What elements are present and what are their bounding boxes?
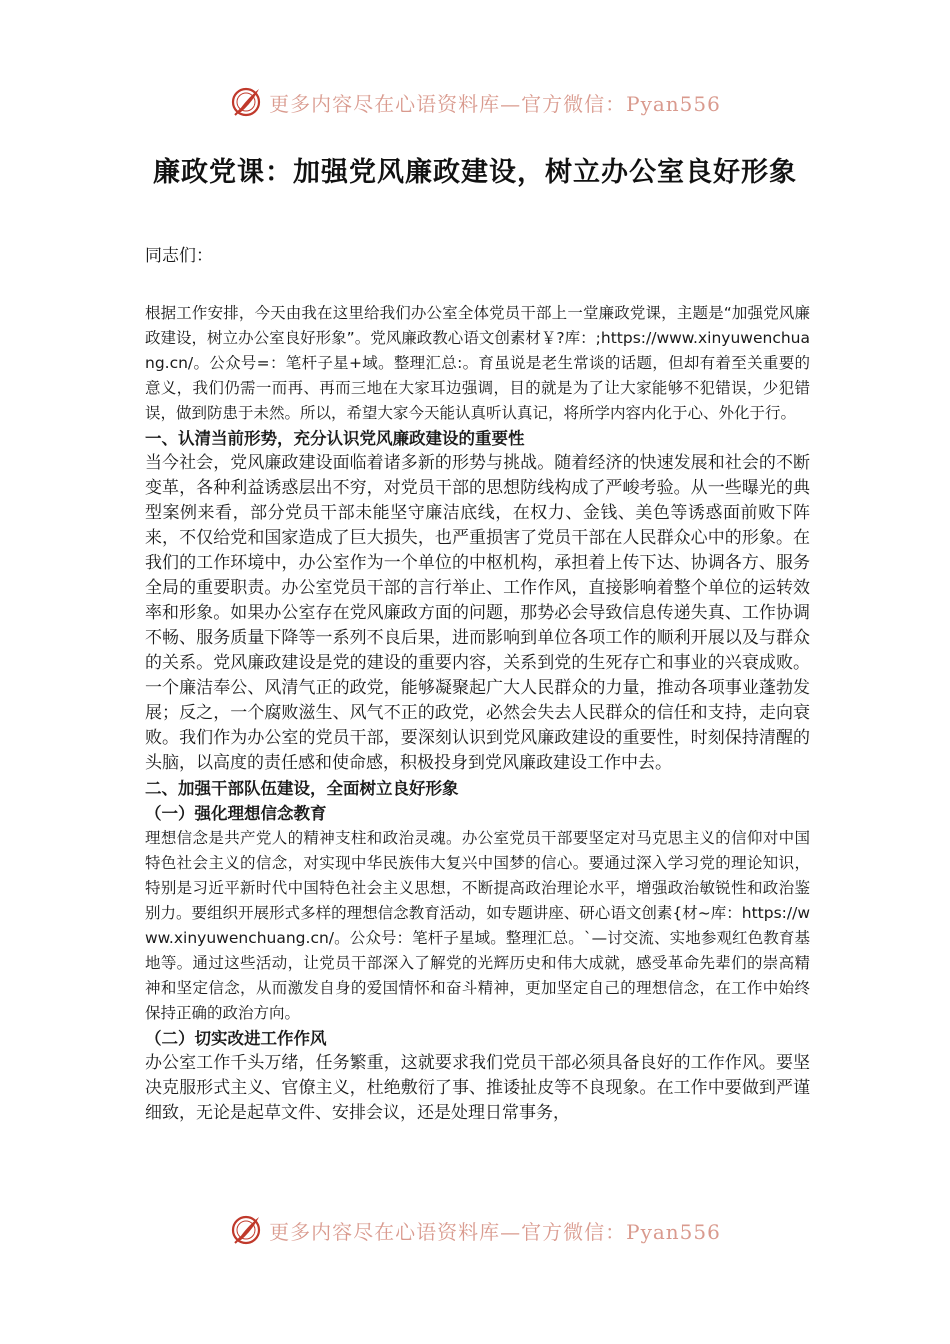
watermark-banner-bottom: [0, 1210, 950, 1250]
quill-circle-logo-icon: [229, 1213, 263, 1247]
subsection-2-heading: （二）切实改进工作作风: [145, 1029, 327, 1048]
subsection-1-paragraph: 理想信念是共产党人的精神支柱和政治灵魂。办公室党员干部要坚定对马克思主义的信仰对中国特色社会主义的信念，对实现中华民族伟大复兴中国梦的信心。要通过深入学习党的理论知识，特别是习近平新时代中国特色社会主义思想，不断提高政治理论水平，增强政治敏锐性和政治鉴别力。要组织开展形式多样的理想信念教育活动，如专题讲座、研心语文创素{材~库：https://www.xinyuwenchuang.cn/。公众号：笔杆子星域。整理汇总。`—讨交流、实地参观红色教育基地等。通过这些活动，让党员干部深入了解党的光辉历史和伟大成就，感受革命先辈们的崇高精神和坚定信念，从而激发自身的爱国情怀和奋斗精神，更加坚定自己的理想信念，在工作中始终保持正确的政治方向。: [145, 829, 810, 1022]
section-2-heading: 二、加强干部队伍建设，全面树立良好形象: [145, 779, 459, 798]
quill-circle-logo-icon: [229, 85, 263, 119]
document-body: [145, 244, 810, 1126]
salutation: 同志们：: [145, 246, 213, 266]
subsection-2-paragraph: 办公室工作千头万绪，任务繁重，这就要求我们党员干部必须具备良好的工作作风。要坚决克服形式主义、官僚主义，杜绝敷衍了事、推诿扯皮等不良现象。在工作中要做到严谨细致，无论是起草文件、安排会议，还是处理日常事务，: [145, 1053, 810, 1123]
watermark-banner-top: [0, 82, 950, 122]
section-1-paragraph: 当今社会，党风廉政建设面临着诸多新的形势与挑战。随着经济的快速发展和社会的不断变革，各种利益诱惑层出不穷，对党员干部的思想防线构成了严峻考验。从一些曝光的典型案例来看，部分党员干部未能坚守廉洁底线，在权力、金钱、美色等诱惑面前败下阵来，不仅给党和国家造成了巨大损失，也严重损害了党员干部在人民群众心中的形象。在我们的工作环境中，办公室作为一个单位的中枢机构，承担着上传下达、协调各方、服务全局的重要职责。办公室党员干部的言行举止、工作作风，直接影响着整个单位的运转效率和形象。如果办公室存在党风廉政方面的问题，那势必会导致信息传递失真、工作协调不畅、服务质量下降等一系列不良后果，进而影响到单位各项工作的顺利开展以及与群众的关系。党风廉政建设是党的建设的重要内容，关系到党的生死存亡和事业的兴衰成败。一个廉洁奉公、风清气正的政党，能够凝聚起广大人民群众的力量，推动各项事业蓬勃发展；反之，一个腐败滋生、风气不正的政党，必然会失去人民群众的信任和支持，走向衰败。我们作为办公室的党员干部，要深刻认识到党风廉政建设的重要性，时刻保持清醒的头脑，以高度的责任感和使命感，积极投身到党风廉政建设工作中去。: [145, 453, 810, 773]
section-1-heading: 一、认清当前形势，充分认识党风廉政建设的重要性: [145, 429, 525, 448]
subsection-1-heading: （一）强化理想信念教育: [145, 804, 327, 823]
watermark-text: 更多内容尽在心语资料库—官方微信：Pyan556: [269, 1219, 721, 1244]
watermark-text: 更多内容尽在心语资料库—官方微信：Pyan556: [269, 91, 721, 116]
document-title: 廉政党课：加强党风廉政建设，树立办公室良好形象: [153, 157, 797, 188]
intro-paragraph: 根据工作安排，今天由我在这里给我们办公室全体党员干部上一堂廉政党课，主题是“加强党风廉政建设，树立办公室良好形象”。党风廉政教心语文创素材￥?库：;https://www.xinyuwenchuang.cn/。公众号=：笔杆子星+域。整理汇总:。育虽说是老生常谈的话题，但却有着至关重要的意义，我们仍需一而再、再而三地在大家耳边强调，目的就是为了让大家能够不犯错误，少犯错误，做到防患于未然。所以，希望大家今天能认真听认真记，将所学内容内化于心、外化于行。: [145, 304, 810, 422]
